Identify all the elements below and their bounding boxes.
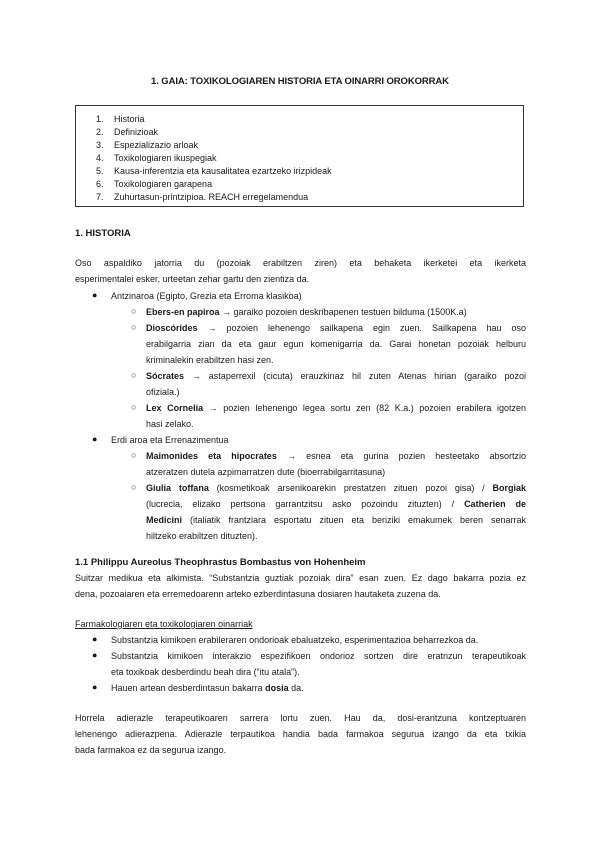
toc-label: Espezializazio arloak [114, 140, 199, 150]
paragraph-line: Oso aspaldiko jatorria du (pozoiak erabiltzen ziren) eta behaketa ikerketei eta ikerketa [75, 258, 526, 268]
arrow-icon: → [222, 307, 232, 317]
paragraph-line: ofiziala.) [146, 387, 180, 397]
bullet-dot-icon: ● [92, 634, 98, 644]
bullet-circle-icon: ○ [131, 370, 137, 380]
sub-bullet-desc: (italiatik frantziara esportatu zituen eta beriziki emakumek beren senarrak [182, 515, 526, 525]
toc-label: Toxikologiaren garapena [114, 179, 213, 189]
toc-item [96, 192, 308, 202]
toc-label: Definizioak [114, 127, 159, 137]
paragraph-line: dena, pozoaiaren eta erremedoarenn arteko ezberdintasuna dosiaren hautaketa zuzena da. [75, 589, 441, 599]
bold-term: Borgiak [492, 483, 526, 493]
bullet-text [111, 683, 304, 693]
sub-bullet-desc: garaiko pozoien deskribapenen testuen bilduma (1500K.a) [231, 307, 467, 317]
bullet-circle-icon: ○ [131, 482, 137, 492]
paragraph-line: esperimentalei esker, urteetan zehar gartu den zientiza da. [75, 274, 310, 284]
toc-number: 1. [96, 114, 104, 124]
bold-term: Lex Cornelia [146, 403, 204, 413]
bold-term: Catherien de [464, 499, 527, 509]
sub-bullet-text [146, 403, 526, 413]
paragraph-line: hasi zelako. [146, 419, 194, 429]
bullet-circle-icon: ○ [131, 306, 137, 316]
toc-number: 4. [96, 153, 104, 163]
sub-bullet-desc: pozien lehenengo legea sortu zen (82 K.a.) pozoien erabilera igotzen [217, 403, 526, 413]
bold-term: Medicini [146, 515, 183, 525]
arrow-icon: → [207, 323, 217, 333]
sub-bullet-text [146, 307, 467, 317]
section-heading-historia: 1. HISTORIA [75, 228, 131, 239]
toc-item [96, 153, 217, 163]
toc-label: Zuhurtasun-printzipioa. REACH erregelamendua [114, 192, 309, 202]
paragraph-line: bada farmakoa ez da segurua izango. [75, 745, 227, 755]
sub-bullet-text [146, 323, 526, 333]
sub-heading: Farmakologiaren eta toxikologiaren oinarriak [75, 619, 253, 629]
bullet-text: Substantzia kimikoen interakzio espezifikoen ondorioz sortzen dire eratnzun terapeutikoak [111, 651, 526, 661]
bullet-desc: da. [288, 683, 304, 693]
paragraph-line [146, 515, 526, 525]
page-title: 1. GAIA: TOXIKOLOGIAREN HISTORIA ETA OINARRI OROKORRAK [151, 76, 449, 87]
section-heading-paracelsus: 1.1 Philippu Aureolus Theophrastus Bombastus von Hohenheim [75, 557, 366, 568]
sub-bullet-desc: (lucrecia, elizako pertsona garrantzitsu asko pozoindu zituzten) / [146, 499, 465, 509]
sub-bullet-text [146, 483, 526, 493]
toc-label: Toxikologiaren ikuspegiak [114, 153, 217, 163]
toc-label: Kausa-inferentzia eta kausalitatea ezartzeko irizpideak [114, 166, 332, 176]
toc-item [96, 179, 212, 189]
sub-bullet-text [146, 371, 526, 381]
arrow-icon: → [286, 451, 296, 461]
bold-term: Dioscórides [146, 323, 198, 333]
bullet-dot-icon: ● [92, 682, 98, 692]
bullet-text: Antzinaroa (Egipto, Grezia eta Erroma klasikoa) [111, 291, 302, 301]
bold-term: Giulia toffana [146, 483, 209, 493]
paragraph-line: atzeratzen dutela azpimarratzen dute (bioerrabilgarritasuna) [146, 467, 386, 477]
bold-term: Maimonides eta hipocrates [146, 451, 277, 461]
bullet-circle-icon: ○ [131, 322, 137, 332]
paragraph-line [146, 499, 526, 509]
sub-bullet-desc: astaperrexil (cicuta) erauzkinaz hil zuten Atenas hirian (garaiko pozoi [200, 371, 526, 381]
bullet-circle-icon: ○ [131, 450, 137, 460]
bullet-dot-icon: ● [92, 290, 98, 300]
sub-bullet-desc: pozoien lehenengo sailkapena egin zuen. Sailkapena hau oso [216, 323, 526, 333]
toc-item [96, 127, 158, 137]
paragraph-line: kriminalekin erabiltzen hasi zen. [146, 355, 274, 365]
toc-item [96, 114, 145, 124]
paragraph-line: erabilgarria zian da eta gaur egun komenigarria da. Garai honetan pozoiak helburu [146, 339, 526, 349]
bold-term: Sócrates [146, 371, 185, 381]
paragraph-line: Suitzar medikua eta alkimista. “Substantzia guztiak pozoiak dira” esan zuen. Ez dago bakarra pozia ez [75, 573, 526, 583]
paragraph-line: Horrela adierazle terapeutikoaren sarrera lortu zuen. Hau da, dosi-erantzuna kontzeptuaren [75, 713, 526, 723]
sub-bullet-desc: esnea eta gurina pozien hesteetako absortzio [295, 451, 526, 461]
toc-item [96, 140, 198, 150]
toc-number: 6. [96, 179, 104, 189]
bullet-dot-icon: ● [92, 434, 98, 444]
paragraph-line: eta toxikoak desberdindu beah dira (“itu atala”). [111, 667, 300, 677]
toc-number: 5. [96, 166, 104, 176]
bullet-desc: Hauen artean desberdintasun bakarra [111, 683, 266, 693]
toc-number: 2. [96, 127, 104, 137]
arrow-icon: → [191, 371, 201, 381]
paragraph-line: lehenengo adierazpena. Adierazle terpautikoa handia bada farmakoa segurua izango da eta txikia [75, 729, 526, 739]
bullet-circle-icon: ○ [131, 402, 137, 412]
arrow-icon: → [208, 403, 218, 413]
toc-label: Historia [114, 114, 145, 124]
bold-term: Ebers-en papiroa [146, 307, 220, 317]
paragraph-line: hiltzeko erabiltzen dituzten). [146, 531, 258, 541]
bullet-dot-icon: ● [92, 650, 98, 660]
bullet-text: Substantzia kimikoen erabileraren ondorioak ebaluatzeko, esperimentazioa beharrezkoa da. [111, 635, 479, 645]
bold-term: dosia [265, 683, 289, 693]
toc-number: 7. [96, 192, 104, 202]
table-of-contents [75, 105, 524, 207]
toc-item [96, 166, 332, 176]
sub-bullet-desc: (kosmetikoak arsenikoarekin prestatzen zituen pozoi gisa) / [208, 483, 493, 493]
bullet-text: Erdi aroa eta Errenazimentua [111, 435, 229, 445]
sub-bullet-text [146, 451, 526, 461]
toc-number: 3. [96, 140, 104, 150]
